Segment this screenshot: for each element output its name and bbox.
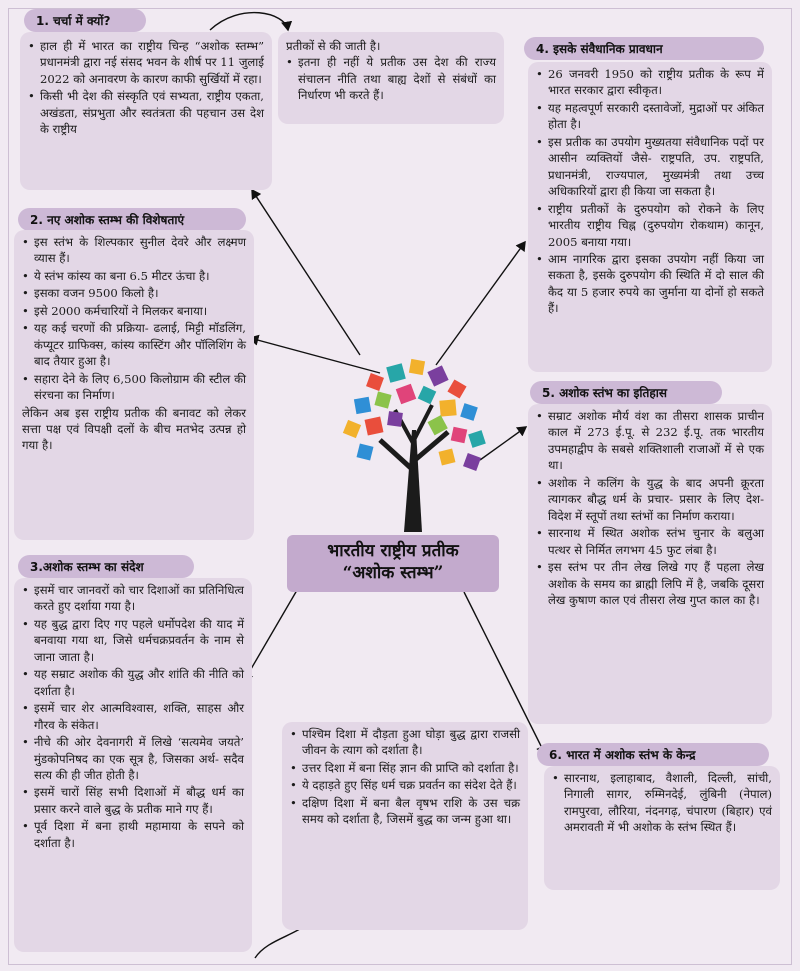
- list-item: • यह बुद्ध द्वारा दिए गए पहले धर्मोपदेश की याद में बनवाया गया था, जिसे धर्मचक्रप्रवर्तन के नाम से जाना जाता है।: [22, 616, 244, 665]
- list-item: • पूर्व दिशा में बना हाथी महामाया के सपने को दर्शाता है।: [22, 818, 244, 851]
- list-item: • इस प्रतीक का उपयोग मुख्यतया संवैधानिक पदों पर आसीन व्यक्तियों जैसे- राष्ट्रपति, उप. राष्ट्रपति, प्रधानमंत्री, राज्यपाल, मुख्यमंत्री तथा उच्च अधिकारियों द्वारा ही किया जा सकता है।: [536, 134, 764, 200]
- arrow-to-section3: [244, 585, 300, 681]
- list-item: • यह कई चरणों की प्रक्रिया- ढलाई, मिट्टी मॉडलिंग, कंप्यूटर ग्राफिक्स, कांस्य कास्टिंग और पॉलिशिंग के बाद तैयार हुआ है।: [22, 320, 246, 369]
- section6-heading: 6. भारत में अशोक स्तंभ के केन्द्र: [537, 743, 769, 766]
- list-item: • इस स्तंभ पर तीन लेख लिखे गए हैं पहला लेख अशोक के समय का ब्राह्मी लिपि में है, जबकि दूसरा लेख कुषाण काल एवं तीसरा लेख गुप्त काल का है।: [536, 559, 764, 608]
- continuation-text: प्रतीकों से की जाती है।: [286, 39, 381, 53]
- list-item: • 26 जनवरी 1950 को राष्ट्रीय प्रतीक के रूप में भारत सरकार द्वारा स्वीकृत।: [536, 66, 764, 99]
- list-item: • इतना ही नहीं ये प्रतीक उस देश की राज्य संचालन नीति तथा बाह्य देशों से संबंधों का निर्धारण भी करते हैं।: [286, 54, 496, 103]
- list-item: • ये स्तंभ कांस्य का बना 6.5 मीटर ऊंचा है।: [22, 268, 246, 284]
- section6-box: [544, 766, 780, 890]
- list-item: • इसे 2000 कर्मचारियों ने मिलकर बनाया।: [22, 303, 246, 319]
- section3-box: [14, 578, 252, 952]
- arrow-to-section4: [436, 242, 525, 365]
- section2-note: लेकिन अब इस राष्ट्रीय प्रतीक की बनावट को लेकर सत्ता पक्ष एवं विपक्षी दलों के बीच मतभेद उत्पन्न हो गया है।: [22, 405, 246, 453]
- section2-heading: 2. नए अशोक स्तम्भ की विशेषताएं: [18, 208, 246, 231]
- section3-continuation-box: [282, 722, 528, 930]
- list-item: • अशोक ने कलिंग के युद्ध के बाद अपनी क्रूरता त्यागकर बौद्ध धर्म के प्रचार- प्रसार के लिए देश- विदेश में स्तूपों तथा स्तंभों का निर्माण कराया।: [536, 475, 764, 524]
- center-title-line2: “अशोक स्तम्भ”: [342, 563, 444, 584]
- list-item: • किसी भी देश की संस्कृति एवं सभ्यता, राष्ट्रीय एकता, अखंडता, संप्रभुता और स्वतंत्रता की पहचान उस देश के राष्ट्रीय: [28, 88, 264, 137]
- list-item: • राष्ट्रीय प्रतीकों के दुरुपयोग को रोकने के लिए भारतीय राष्ट्रीय चिह्न (दुरुपयोग रोकथाम) कानून, 2005 बनाया गया।: [536, 201, 764, 250]
- center-title-line1: भारतीय राष्ट्रीय प्रतीक: [327, 541, 459, 561]
- section5-box: [528, 404, 772, 724]
- arrow-to-section1: [252, 190, 360, 355]
- list-item: • उत्तर दिशा में बना सिंह ज्ञान की प्राप्ति को दर्शाता है।: [290, 760, 520, 776]
- section2-box: [14, 230, 254, 540]
- list-item: • यह सम्राट अशोक की युद्ध और शांति की नीति को दर्शाता है।: [22, 666, 244, 699]
- center-title: [287, 535, 499, 592]
- list-item: • इसमें चारों सिंह सभी दिशाओं में बौद्ध धर्म का प्रसार करने वाले बुद्ध के प्रतीक माने गए हैं।: [22, 784, 244, 817]
- arrow-to-section5: [480, 427, 526, 460]
- list-item: • सम्राट अशोक मौर्य वंश का तीसरा शासक प्राचीन काल में 273 ई.पू. से 232 ई.पू. तक भारतीय उपमहाद्वीप के सबसे शक्तिशाली राजाओं में से एक था।: [536, 408, 764, 474]
- list-item: • इसका वजन 9500 किलो है।: [22, 285, 246, 301]
- list-item: • यह महत्वपूर्ण सरकारी दस्तावेजों, मुद्राओं पर अंकित होता है।: [536, 100, 764, 133]
- list-item: • पश्चिम दिशा में दौड़ता हुआ घोड़ा बुद्ध द्वारा राजसी जीवन के त्याग को दर्शाता है।: [290, 726, 520, 759]
- section1-box: [20, 32, 272, 190]
- list-item: • दक्षिण दिशा में बना बैल वृषभ राशि के उस चक्र समय को दर्शाता है, जिसमें बुद्ध का जन्म हुआ था।: [290, 795, 520, 828]
- list-item: • नीचे की ओर देवनागरी में लिखे ‘सत्यमेव जयते’ मुंडकोपनिषद का एक सूत्र है, जिसका अर्थ- सदैव सत्य की ही जीत होती है।: [22, 734, 244, 783]
- section1-continuation-box: [278, 32, 504, 124]
- tree-illustration: [343, 359, 486, 532]
- list-item: • इस स्तंभ के शिल्पकार सुनील देवरे और लक्ष्मण व्यास हैं।: [22, 234, 246, 267]
- section4-box: [528, 62, 772, 372]
- list-item: • हाल ही में भारत का राष्ट्रीय चिन्ह “अशोक स्तम्भ” प्रधानमंत्री द्वारा नई संसद भवन के शीर्ष पर 11 जुलाई 2022 को अनावरण के कारण काफी सुर्खियों में रहा।: [28, 38, 264, 87]
- list-item: • ये दहाड़ते हुए सिंह धर्म चक्र प्रवर्तन का संदेश देते हैं।: [290, 777, 520, 793]
- curved-arrow-top: [210, 13, 288, 30]
- section1-heading: 1. चर्चा में क्यों?: [24, 9, 146, 32]
- list-item: • इसमें चार जानवरों को चार दिशाओं का प्रतिनिधित्व करते हुए दर्शाया गया है।: [22, 582, 244, 615]
- list-item: • इसमें चार शेर आत्मविश्वास, शक्ति, साहस और गौरव के संकेत।: [22, 700, 244, 733]
- section3-heading: 3.अशोक स्तम्भ का संदेश: [18, 555, 194, 578]
- arrow-to-section2: [250, 338, 380, 373]
- list-item: • आम नागरिक द्वारा इसका उपयोग नहीं किया जा सकता है, इसके दुरुपयोग की स्थिति में दो साल की कैद या 5 हजार रुपये का जुर्माना या दोनों हो सकते हैं।: [536, 251, 764, 317]
- section4-heading: 4. इसके संवैधानिक प्रावधान: [524, 37, 764, 60]
- list-item: • सारनाथ में स्थित अशोक स्तंभ चुनार के बलुआ पत्थर से निर्मित लगभग 45 फुट लंबा है।: [536, 525, 764, 558]
- list-item: • सारनाथ, इलाहाबाद, वैशाली, दिल्ली, सांची, निगाली सागर, रुम्मिनदेई, लुंबिनी (नेपाल) रामपुरवा, लौरिया, नंदनगढ़, चंपारण (बिहार) एवं अमरावती में भी अशोक के स्तंभ स्थित हैं।: [552, 770, 772, 836]
- section5-heading: 5. अशोक स्तंभ का इतिहास: [530, 381, 722, 404]
- list-item: • सहारा देने के लिए 6,500 किलोग्राम की स्टील की संरचना का निर्माण।: [22, 371, 246, 404]
